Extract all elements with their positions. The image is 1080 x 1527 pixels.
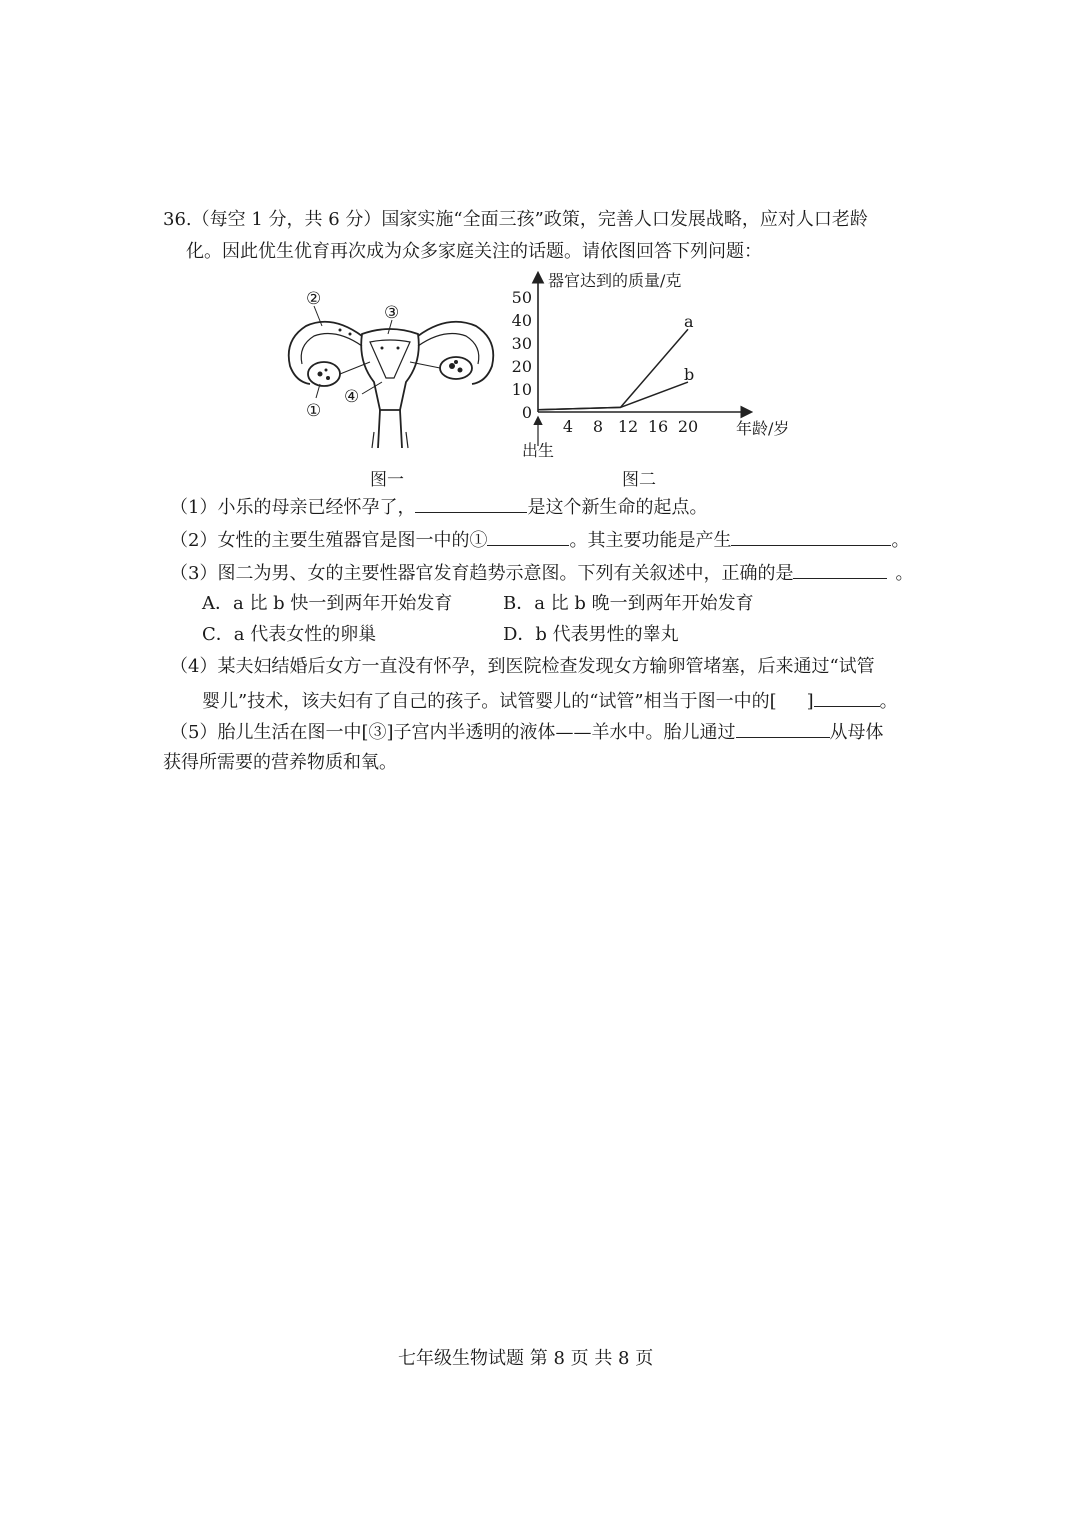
q1-answer-blank[interactable] [415, 494, 527, 513]
q3-line [170, 560, 913, 586]
figure2-caption: 图二 [622, 470, 656, 490]
q2-answer-blank-2[interactable] [731, 527, 891, 546]
y-tick-label: 40 [511, 311, 532, 330]
y-tick-label: 30 [511, 334, 532, 353]
chart-xlabel: 年龄/岁 [736, 419, 790, 438]
x-tick-label: 8 [592, 417, 604, 436]
q2-answer-blank-1[interactable] [487, 527, 569, 546]
figure1-label-2: ② [306, 289, 322, 309]
q2-mid: 。其主要功能是产生 [569, 530, 732, 551]
q3-post: 。 [895, 563, 914, 584]
series-line-b [538, 382, 688, 410]
q4-line2-mid: ] [806, 691, 814, 712]
y-tick-label: 10 [511, 380, 532, 399]
q1-pre: （1）小乐的母亲已经怀孕了， [170, 497, 416, 518]
q5-pre: （5）胎儿生活在图一中[③]子宫内半透明的液体——羊水中。胎儿通过 [170, 722, 736, 743]
chart-ylabel: 器官达到的质量/克 [548, 271, 682, 290]
x-tick-label: 4 [562, 417, 574, 436]
q2-post: 。 [891, 530, 910, 551]
page-footer: 七年级生物试题 第 8 页 共 8 页 [398, 1348, 654, 1369]
y-tick-label: 50 [511, 288, 532, 307]
q5-line2: 获得所需要的营养物质和氧。 [163, 752, 397, 773]
series-label-a: a [684, 312, 694, 332]
q3-option-a: A．a 比 b 快一到两年开始发育 [202, 593, 453, 614]
q1-post: 是这个新生命的起点。 [527, 497, 708, 518]
q4-line2-post: 。 [879, 691, 898, 712]
q3-option-d: D．b 代表男性的睾丸 [503, 624, 679, 645]
y-tick-label: 0 [521, 403, 532, 422]
x-tick-label: 20 [677, 417, 699, 436]
q4-answer-blank[interactable] [814, 688, 880, 707]
question-intro-line1: 36.（每空 1 分，共 6 分）国家实施“全面三孩”政策，完善人口发展战略，应对人口老龄 [163, 209, 868, 230]
q3-answer-blank[interactable] [793, 560, 887, 579]
x-tick-label: 12 [617, 417, 639, 436]
y-tick-label: 20 [511, 357, 532, 376]
q3-text: （3）图二为男、女的主要性器官发育趋势示意图。下列有关叙述中，正确的是 [170, 563, 794, 584]
figure2-chart [510, 268, 810, 464]
series-label-b: b [684, 365, 695, 385]
q5-post: 从母体 [829, 722, 884, 743]
figure1-label-4: ④ [344, 387, 360, 407]
q4-line2 [202, 688, 898, 714]
q3-option-b: B．a 比 b 晚一到两年开始发育 [503, 593, 754, 614]
figure1-label-1: ① [306, 401, 322, 421]
q3-option-c: C．a 代表女性的卵巢 [202, 624, 377, 645]
series-line-a [538, 329, 688, 410]
q4-line1: （4）某夫妇结婚后女方一直没有怀孕，到医院检查发现女方输卵管堵塞，后来通过“试管 [170, 656, 875, 677]
figure1-caption: 图一 [370, 470, 404, 490]
q2-pre: （2）女性的主要生殖器官是图一中的① [170, 530, 488, 551]
q2-line [170, 527, 909, 553]
q4-line2-pre: 婴儿”技术，该夫妇有了自己的孩子。试管婴儿的“试管”相当于图一中的[ [202, 691, 777, 712]
q1-line [170, 494, 707, 520]
x-tick-label: 16 [647, 417, 669, 436]
question-intro-line2: 化。因此优生优育再次成为众多家庭关注的话题。请依图回答下列问题： [186, 241, 762, 262]
figure1-label-3: ③ [384, 303, 400, 323]
q5-line1 [170, 719, 884, 745]
q5-answer-blank[interactable] [736, 719, 830, 738]
figure1-diagram [270, 282, 510, 460]
chart-birth-label: 出生 [522, 441, 555, 460]
